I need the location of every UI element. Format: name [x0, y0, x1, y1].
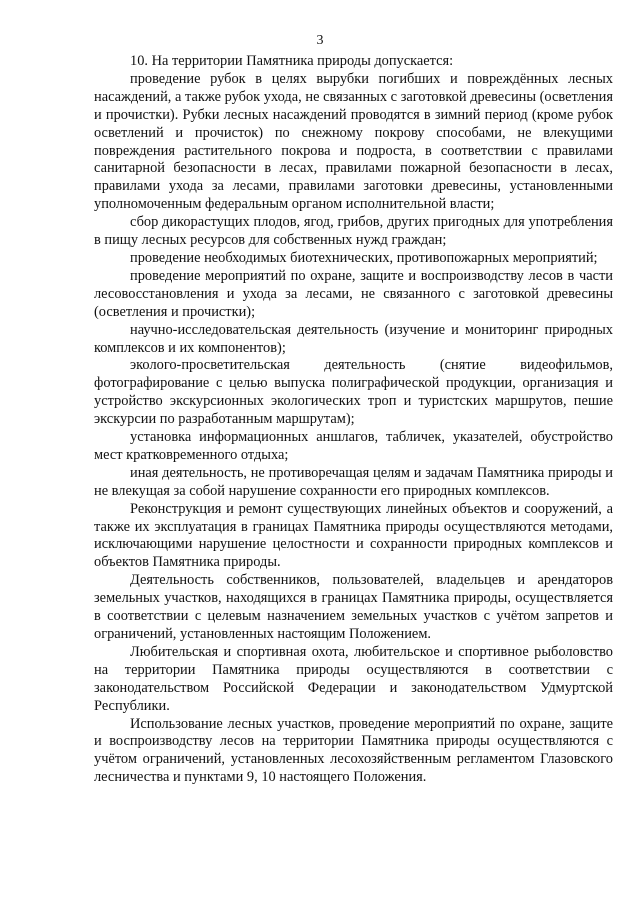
paragraph-wild-harvest: сбор дикорастущих плодов, ягод, грибов, других пригодных для употребления в пищу лесных ресурсов для собственных нужд граждан;	[94, 214, 613, 249]
paragraph-research: научно-исследовательская деятельность (изучение и мониторинг природных комплексов и их компонентов);	[94, 321, 613, 356]
paragraph-logging: проведение рубок в целях вырубки погибших и повреждённых лесных насаждений, а также рубок ухода, не связанных с заготовкой древесины (осветления и прочистки). Рубки лесных насаждений проводятся в зимний период (кроме рубок осветлений и прочисток) по снежному покрову способами, не влекущими повреждения растительного покрова и подроста, в соответствии с правилами санитарной безопасности в лесах, правилами пожарной безопасности в лесах, правилами ухода за лесами, правилами заготовки древесины, установленными уполномоченным федеральным органом исполнительной власти;	[94, 70, 613, 213]
page-number: 3	[316, 33, 324, 48]
paragraph-heading-item-10: 10. На территории Памятника природы допускается:	[130, 53, 454, 69]
paragraph-signage: установка информационных аншлагов, табличек, указателей, обустройство мест кратковременного отдыха;	[94, 429, 613, 463]
paragraph-eco-education: эколого-просветительская деятельность (снятие видеофильмов, фотографирование с целью выпуска полиграфической продукции, организация и устройство экскурсионных экологических троп и туристских маршрутов, пешие экскурсии по разработанным маршрутам);	[94, 357, 613, 428]
paragraph-forest-protection: проведение мероприятий по охране, защите и воспроизводству лесов в части лесовосстановления и ухода за лесами, не связанного с заготовкой древесины (осветления и прочистки);	[94, 267, 613, 320]
paragraph-hunting-fishing: Любительская и спортивная охота, любительское и спортивное рыболовство на территории Памятника природы осуществляются в соответствии с законодательством Российской Федерации и законодательством Удмуртской Республики.	[94, 643, 613, 714]
paragraph-land-owners: Деятельность собственников, пользователей, владельцев и арендаторов земельных участков, находящихся в границах Памятника природы, осуществляется в соответствии с целевым назначением земельных участков с учётом запретов и ограничений, установленных настоящим Положением.	[94, 572, 613, 642]
paragraph-forest-use: Использование лесных участков, проведение мероприятий по охране, защите и воспроизводству лесов на территории Памятника природы осуществляются с учётом ограничений, установленных лесохозяйственным регламентом Глазовского лесничества и пунктами 9, 10 настоящего Положения.	[94, 715, 613, 786]
paragraph-linear-objects: Реконструкция и ремонт существующих линейных объектов и сооружений, а также их эксплуатация в границах Памятника природы осуществляются методами, исключающими нарушение целостности и сохранности природных комплексов и объектов Памятника природы.	[94, 500, 613, 571]
paragraph-other-activity: иная деятельность, не противоречащая целям и задачам Памятника природы и не влекущая за собой нарушение сохранности его природных комплексов.	[94, 464, 613, 499]
paragraph-biotech-measures: проведение необходимых биотехнических, противопожарных мероприятий;	[130, 249, 598, 266]
document-body	[94, 53, 613, 787]
